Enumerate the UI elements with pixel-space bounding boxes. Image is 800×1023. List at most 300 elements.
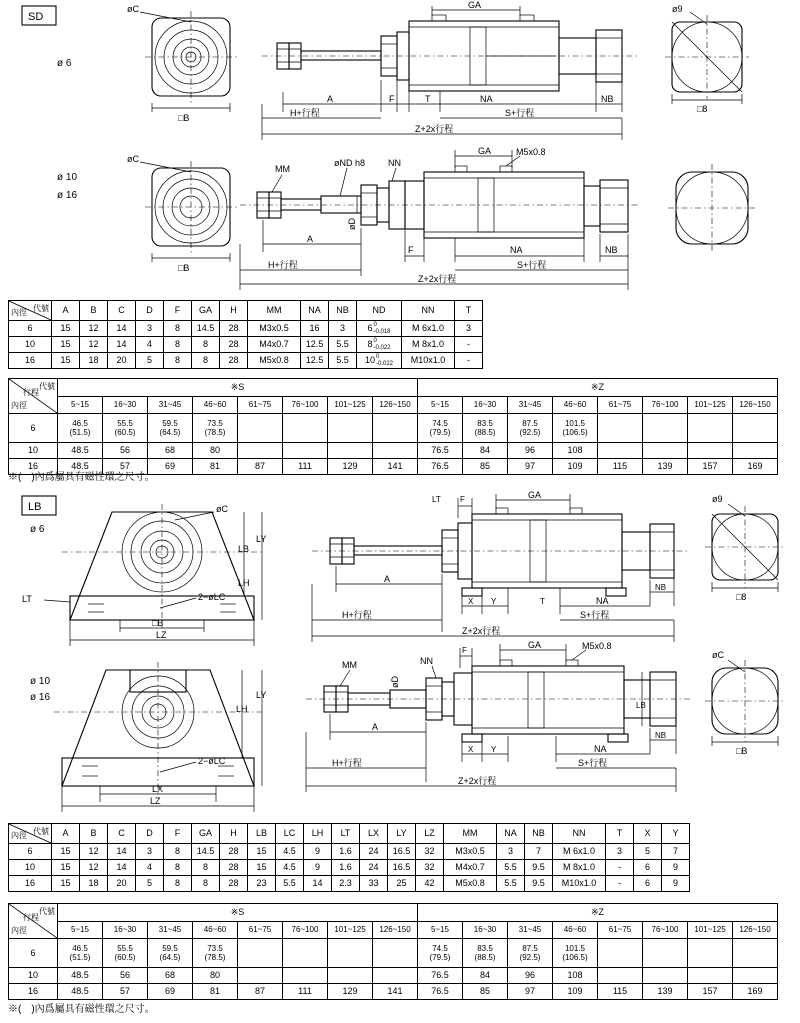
- value-cell: 115: [598, 984, 643, 1000]
- cell-H: 28: [220, 860, 248, 876]
- stroke-range-header: 101~125: [688, 396, 733, 414]
- lb-LB-label: LB: [238, 544, 250, 554]
- cell-NN: M 8x1.0: [553, 860, 606, 876]
- lb-LT-label: LT: [22, 594, 32, 604]
- value-cell: [238, 414, 283, 443]
- lb-Sstroke-label: S+行程: [580, 610, 610, 620]
- cell-LH: 9: [304, 860, 332, 876]
- value-cell: 48.5: [58, 443, 103, 459]
- cell-LX: 24: [360, 844, 388, 860]
- column-header: GA: [192, 301, 220, 321]
- cell-LB: 23: [248, 876, 276, 892]
- sd-bore-label-16: ø 16: [57, 190, 78, 201]
- value-cell: 101.5 (106.5): [553, 414, 598, 443]
- lb2-squareB-label: □B: [736, 746, 748, 756]
- value-cell: [688, 968, 733, 984]
- column-header: A: [52, 824, 80, 844]
- lb-bore-label-6: ø 6: [30, 524, 45, 535]
- row-bore: 10: [9, 337, 52, 353]
- cell-D: 4: [136, 860, 164, 876]
- stroke-range-header: 76~100: [643, 921, 688, 939]
- cell-LC: 5.5: [276, 876, 304, 892]
- column-header: GA: [192, 824, 220, 844]
- row-bore: 6: [9, 414, 58, 443]
- stroke-range-header: 126~150: [373, 396, 418, 414]
- row-bore: 10: [9, 443, 58, 459]
- cell-LY: 16.5: [388, 860, 416, 876]
- value-cell: 87.5 (92.5): [508, 939, 553, 968]
- cell-D: 3: [136, 844, 164, 860]
- sd-dimension-table: [8, 300, 483, 369]
- stroke-range-header: 31~45: [148, 921, 193, 939]
- cell-A: 15: [52, 844, 80, 860]
- value-cell: 84: [463, 968, 508, 984]
- value-cell: 83.5 (88.5): [463, 414, 508, 443]
- lb-square8-label: □8: [736, 592, 747, 602]
- sd-square8-label: □8: [697, 104, 708, 114]
- cell-A: 15: [52, 353, 80, 369]
- table-row: [9, 443, 778, 459]
- row-bore: 6: [9, 844, 52, 860]
- lb2-MM-label: MM: [342, 660, 357, 670]
- sd-NB-label: NB: [601, 94, 614, 104]
- value-cell: 68: [148, 968, 193, 984]
- value-cell: 55.5 (60.5): [103, 414, 148, 443]
- sd-bore-label-10: ø 10: [57, 172, 78, 183]
- table-corner-cell: 代號 內徑: [9, 824, 52, 844]
- cell-LX: 24: [360, 860, 388, 876]
- sd-sz-table: [8, 378, 778, 475]
- value-cell: 74.5 (79.5): [418, 939, 463, 968]
- table-row: [9, 414, 778, 443]
- stroke-range-header: 46~60: [193, 921, 238, 939]
- value-cell: 69: [148, 984, 193, 1000]
- stroke-range-header: 76~100: [283, 396, 328, 414]
- column-header: B: [80, 824, 108, 844]
- sd-GA-label: GA: [468, 0, 482, 10]
- cell-H: 28: [220, 844, 248, 860]
- value-cell: 87: [238, 459, 283, 475]
- column-header: NB: [329, 301, 357, 321]
- column-header: ND: [357, 301, 402, 321]
- value-cell: 83.5 (88.5): [463, 939, 508, 968]
- cell-NB: 7: [525, 844, 553, 860]
- cell-ND: 80 -0.022: [357, 337, 402, 353]
- lb2-LZ-label: LZ: [150, 796, 161, 806]
- value-cell: [688, 939, 733, 968]
- table-corner-cell: 代號 內徑: [9, 301, 52, 321]
- lb-LH-label: LH: [238, 578, 250, 588]
- value-cell: [373, 443, 418, 459]
- cell-LT: 1.6: [332, 860, 360, 876]
- column-header: LY: [388, 824, 416, 844]
- cell-F: 8: [164, 337, 192, 353]
- value-cell: 46.5 (51.5): [58, 414, 103, 443]
- cell-C: 14: [108, 844, 136, 860]
- lb2-LC-label: 2−øLC: [198, 756, 226, 766]
- cell-LZ: 32: [416, 844, 444, 860]
- cell-T: 3: [606, 844, 634, 860]
- value-cell: 76.5: [418, 443, 463, 459]
- value-cell: 81: [193, 984, 238, 1000]
- value-cell: 111: [283, 459, 328, 475]
- table-corner-cell: 代號 行程 內徑: [9, 379, 58, 414]
- value-cell: 157: [688, 984, 733, 1000]
- value-cell: [688, 443, 733, 459]
- column-header: Y: [662, 824, 690, 844]
- column-header: NA: [301, 301, 329, 321]
- stroke-range-header: 16~30: [103, 396, 148, 414]
- value-cell: 81: [193, 459, 238, 475]
- column-header: MM: [444, 824, 497, 844]
- cell-B: 18: [80, 876, 108, 892]
- value-cell: 96: [508, 443, 553, 459]
- cell-D: 5: [136, 876, 164, 892]
- sd-Z2x-label: Z+2x行程: [415, 124, 454, 134]
- value-cell: 101.5 (106.5): [553, 939, 598, 968]
- lb-NB-label: NB: [655, 583, 667, 592]
- value-cell: 46.5 (51.5): [58, 939, 103, 968]
- lb2-NB-label: NB: [655, 731, 667, 740]
- cell-H: 28: [220, 337, 248, 353]
- cell-MM: M3x0.5: [444, 844, 497, 860]
- sd2-phiD-label: øD: [347, 218, 357, 230]
- cell-LX: 33: [360, 876, 388, 892]
- cell-X: 6: [634, 860, 662, 876]
- column-header: F: [164, 824, 192, 844]
- value-cell: 97: [508, 984, 553, 1000]
- sd2-M5-label: M5x0.8: [516, 147, 546, 157]
- stroke-range-header: 31~45: [148, 396, 193, 414]
- lb-LC-label: 2−øLC: [198, 592, 226, 602]
- value-cell: 57: [103, 459, 148, 475]
- column-header: LX: [360, 824, 388, 844]
- cell-LB: 15: [248, 860, 276, 876]
- lb2-A-label: A: [372, 722, 379, 732]
- value-cell: [238, 443, 283, 459]
- cell-F: 8: [164, 844, 192, 860]
- column-header: D: [136, 301, 164, 321]
- cell-F: 8: [164, 860, 192, 876]
- sd2-NN-label: NN: [388, 158, 401, 168]
- lb2-X-label: X: [468, 745, 474, 754]
- cell-T: -: [606, 876, 634, 892]
- cell-GA: 8: [192, 876, 220, 892]
- cell-B: 12: [80, 860, 108, 876]
- stroke-range-header: 16~30: [463, 921, 508, 939]
- lb2-Z2x-label: Z+2x行程: [458, 776, 497, 786]
- value-cell: [643, 414, 688, 443]
- cell-Y: 7: [662, 844, 690, 860]
- value-cell: 55.5 (60.5): [103, 939, 148, 968]
- value-cell: 139: [643, 459, 688, 475]
- value-cell: 80: [193, 443, 238, 459]
- value-cell: 59.5 (64.5): [148, 939, 193, 968]
- table-row: [9, 984, 778, 1000]
- value-cell: 169: [733, 459, 778, 475]
- cell-GA: 14.5: [192, 321, 220, 337]
- cell-C: 14: [108, 321, 136, 337]
- value-cell: 56: [103, 968, 148, 984]
- value-cell: 108: [553, 968, 598, 984]
- cell-GA: 8: [192, 860, 220, 876]
- value-cell: 76.5: [418, 459, 463, 475]
- table-corner-cell: 代號 行程 內徑: [9, 904, 58, 939]
- lb-section-label: LB: [28, 501, 42, 513]
- cell-LC: 4.5: [276, 860, 304, 876]
- lb2-Sstroke-label: S+行程: [578, 758, 608, 768]
- lb-bore-label-16: ø 16: [30, 692, 51, 703]
- lb2-LH-label: LH: [236, 704, 248, 714]
- group-header-s: ※S: [58, 379, 418, 397]
- value-cell: [733, 414, 778, 443]
- value-cell: [283, 968, 328, 984]
- stroke-range-header: 61~75: [238, 396, 283, 414]
- cell-NB: 9.5: [525, 876, 553, 892]
- cell-T: 3: [455, 321, 483, 337]
- value-cell: 59.5 (64.5): [148, 414, 193, 443]
- table-row: [9, 876, 690, 892]
- lb2-LB-label: LB: [636, 701, 646, 710]
- value-cell: 87: [238, 984, 283, 1000]
- lb-Z2x-label: Z+2x行程: [462, 626, 501, 636]
- stroke-range-header: 5~15: [418, 396, 463, 414]
- group-header-s: ※S: [58, 904, 418, 922]
- value-cell: 76.5: [418, 984, 463, 1000]
- value-cell: [643, 968, 688, 984]
- cell-F: 8: [164, 353, 192, 369]
- lb2-GA-label: GA: [528, 640, 542, 650]
- sd2-phiC-label: øC: [127, 154, 139, 164]
- row-bore: 6: [9, 939, 58, 968]
- column-header: LH: [304, 824, 332, 844]
- value-cell: [328, 968, 373, 984]
- cell-NA: 12.5: [301, 353, 329, 369]
- column-header: LB: [248, 824, 276, 844]
- column-header: D: [136, 824, 164, 844]
- value-cell: [283, 443, 328, 459]
- column-header: A: [52, 301, 80, 321]
- cell-NN: M 6x1.0: [402, 321, 455, 337]
- value-cell: 139: [643, 984, 688, 1000]
- value-cell: 129: [328, 459, 373, 475]
- value-cell: 80: [193, 968, 238, 984]
- lb-drawings: [0, 490, 800, 820]
- cell-NN: M 8x1.0: [402, 337, 455, 353]
- cell-NN: M10x1.0: [553, 876, 606, 892]
- sd-NA-label: NA: [480, 94, 493, 104]
- stroke-range-header: 76~100: [283, 921, 328, 939]
- sd2-MM-label: MM: [275, 164, 290, 174]
- sd2-A-label: A: [307, 234, 314, 244]
- cell-LY: 16.5: [388, 844, 416, 860]
- column-header: H: [220, 301, 248, 321]
- sd-section-label: SD: [28, 11, 44, 23]
- cell-ND: 60 -0.018: [357, 321, 402, 337]
- lb-stroke-table: [8, 903, 778, 1000]
- cell-B: 18: [80, 353, 108, 369]
- value-cell: 97: [508, 459, 553, 475]
- sd-bore-label-6: ø 6: [57, 58, 72, 69]
- lb2-phiC-label: øC: [712, 650, 724, 660]
- cell-GA: 14.5: [192, 844, 220, 860]
- sd2-ND-label: øND h8: [334, 158, 366, 168]
- lb-Y-label: Y: [491, 597, 497, 606]
- lb-A-label: A: [384, 574, 391, 584]
- column-header: NN: [402, 301, 455, 321]
- sd2-NB-label: NB: [605, 245, 618, 255]
- value-cell: 85: [463, 984, 508, 1000]
- column-header: C: [108, 824, 136, 844]
- stroke-range-header: 61~75: [598, 396, 643, 414]
- value-cell: 115: [598, 459, 643, 475]
- column-header: B: [80, 301, 108, 321]
- row-bore: 10: [9, 860, 52, 876]
- cell-F: 8: [164, 321, 192, 337]
- cell-NA: 5.5: [497, 860, 525, 876]
- column-header: T: [606, 824, 634, 844]
- cell-NB: 5.5: [329, 337, 357, 353]
- stroke-range-header: 16~30: [463, 396, 508, 414]
- cell-A: 15: [52, 337, 80, 353]
- sd-phiC-label: øC: [127, 4, 139, 14]
- lb2-LY-label: LY: [256, 690, 267, 700]
- cell-LZ: 42: [416, 876, 444, 892]
- sd-F-label: F: [389, 94, 395, 104]
- row-bore: 16: [9, 353, 52, 369]
- cell-NB: 9.5: [525, 860, 553, 876]
- cell-NA: 12.5: [301, 337, 329, 353]
- lb-dimension-table: [8, 823, 690, 892]
- cell-T: -: [606, 860, 634, 876]
- cell-H: 28: [220, 353, 248, 369]
- sd-phi9-label: ø9: [672, 4, 683, 14]
- column-header: LZ: [416, 824, 444, 844]
- lb2-F-label: F: [462, 646, 467, 655]
- column-header: F: [164, 301, 192, 321]
- stroke-range-header: 61~75: [238, 921, 283, 939]
- value-cell: 76.5: [418, 968, 463, 984]
- value-cell: 96: [508, 968, 553, 984]
- lb-sz-table: [8, 903, 778, 1000]
- value-cell: 48.5: [58, 984, 103, 1000]
- value-cell: 141: [373, 459, 418, 475]
- stroke-range-header: 46~60: [553, 396, 598, 414]
- stroke-range-header: 31~45: [508, 921, 553, 939]
- value-cell: [643, 939, 688, 968]
- column-header: MM: [248, 301, 301, 321]
- sd2-Sstroke-label: S+行程: [517, 260, 547, 270]
- value-cell: 129: [328, 984, 373, 1000]
- stroke-range-header: 61~75: [598, 921, 643, 939]
- sd2-GA-label: GA: [478, 146, 492, 156]
- stroke-range-header: 126~150: [373, 921, 418, 939]
- cell-T: -: [455, 353, 483, 369]
- stroke-range-header: 76~100: [643, 396, 688, 414]
- cell-X: 5: [634, 844, 662, 860]
- sd-dim-table: [8, 300, 483, 369]
- cell-F: 8: [164, 876, 192, 892]
- cell-C: 14: [108, 337, 136, 353]
- cell-X: 6: [634, 876, 662, 892]
- lb-LY-label: LY: [256, 534, 267, 544]
- stroke-range-header: 31~45: [508, 396, 553, 414]
- cell-NN: M10x1.0: [402, 353, 455, 369]
- cell-MM: M5x0.8: [444, 876, 497, 892]
- lb-GA-label: GA: [528, 490, 542, 500]
- sd-T-label: T: [425, 94, 431, 104]
- group-header-z: ※Z: [418, 379, 778, 397]
- lb-T-label: T: [540, 597, 545, 606]
- value-cell: [373, 968, 418, 984]
- cell-A: 15: [52, 321, 80, 337]
- value-cell: [373, 414, 418, 443]
- column-header: C: [108, 301, 136, 321]
- value-cell: [643, 443, 688, 459]
- sd-A-label: A: [327, 94, 334, 104]
- table-row: [9, 353, 483, 369]
- cell-A: 15: [52, 876, 80, 892]
- cell-ND: 100 -0.022: [357, 353, 402, 369]
- sd-stroke-table: [8, 378, 778, 475]
- cell-LB: 15: [248, 844, 276, 860]
- lb2-NN-label: NN: [420, 656, 433, 666]
- column-header: X: [634, 824, 662, 844]
- lb-F-label: F: [460, 495, 465, 504]
- stroke-range-header: 5~15: [418, 921, 463, 939]
- column-header: NN: [553, 824, 606, 844]
- cell-LH: 14: [304, 876, 332, 892]
- value-cell: 73.5 (78.5): [193, 414, 238, 443]
- lb-squareB-label: □B: [152, 618, 164, 628]
- cell-B: 12: [80, 321, 108, 337]
- value-cell: 169: [733, 984, 778, 1000]
- lb-LT-label-2: LT: [432, 495, 441, 504]
- cell-B: 12: [80, 337, 108, 353]
- cell-D: 3: [136, 321, 164, 337]
- cell-C: 20: [108, 876, 136, 892]
- cell-NB: 5.5: [329, 353, 357, 369]
- stroke-range-header: 126~150: [733, 396, 778, 414]
- table-row: [9, 844, 690, 860]
- value-cell: 73.5 (78.5): [193, 939, 238, 968]
- value-cell: 109: [553, 459, 598, 475]
- value-cell: [733, 939, 778, 968]
- value-cell: [688, 414, 733, 443]
- stroke-range-header: 126~150: [733, 921, 778, 939]
- value-cell: [598, 443, 643, 459]
- lb2-M5-label: M5x0.8: [582, 641, 612, 651]
- cell-MM: M4x0.7: [248, 337, 301, 353]
- lb2-phiD-label: øD: [390, 676, 400, 688]
- column-header: LC: [276, 824, 304, 844]
- cell-LZ: 32: [416, 860, 444, 876]
- column-header: LT: [332, 824, 360, 844]
- cell-C: 14: [108, 860, 136, 876]
- cell-MM: M5x0.8: [248, 353, 301, 369]
- cell-GA: 8: [192, 337, 220, 353]
- column-header: NB: [525, 824, 553, 844]
- value-cell: 48.5: [58, 459, 103, 475]
- cell-MM: M3x0.5: [248, 321, 301, 337]
- table-row: [9, 860, 690, 876]
- group-header-z: ※Z: [418, 904, 778, 922]
- cell-D: 5: [136, 353, 164, 369]
- cell-C: 20: [108, 353, 136, 369]
- value-cell: 56: [103, 443, 148, 459]
- cell-NB: 3: [329, 321, 357, 337]
- cell-LH: 9: [304, 844, 332, 860]
